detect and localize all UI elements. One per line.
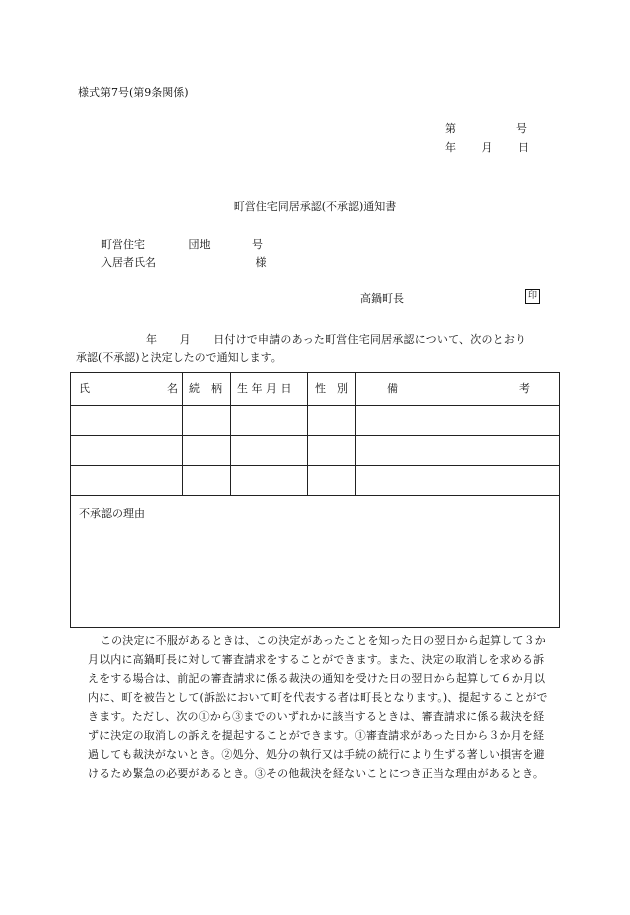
table-row [71,405,559,436]
header-relation: 続 柄 [189,382,222,395]
form-number: 様式第7号(第9条関係) [78,86,189,99]
document-number-suffix: 号 [516,122,527,135]
housing-number: 号 [252,238,263,251]
appeal-notice [88,631,554,783]
rejection-reason-label: 不承認の理由 [79,507,145,520]
column-divider [182,373,183,495]
housing-label: 町営住宅 [101,238,145,251]
date-month: 月 [481,141,493,154]
header-birthdate: 生 年 月 日 [237,382,292,395]
table-row [71,435,559,466]
header-remarks-left: 備 [387,382,398,395]
date-day: 日 [518,141,529,154]
housing-line [101,238,263,251]
intro-line-1: 年 月 日付けで申請のあった町営住宅同居承認について、次のとおり [146,333,527,346]
table-row [71,465,559,496]
date-year: 年 [445,141,456,154]
appeal-notice-text: この決定に不服があるときは、この決定があったことを知った日の翌日から起算して３か月以内に高鍋町長に対して審査請求をすることができます。また、決定の取消しを求める訴えをする場合は、前記の審査請求に係る裁決の通知を受けた日の翌日から起算して６か月以内に、町を被告として(訴訟において町を代表する者は町長となります。)、提起することができます。ただし、次の①から③までのいずれかに該当するときは、審査請求に係る裁決を経ずに決定の取消しの訴えを提起することができます。①審査請求があった日から３か月を経過しても裁決がないとき。②処分、処分の執行又は手続の続行により生ずる著しい損害を避けるため緊急の必要があるとき。③その他裁決を経ないことにつき正当な理由があるとき。 [88,634,548,780]
header-name-right: 名 [167,382,178,395]
resident-label: 入居者氏名 [101,256,156,269]
resident-line [101,256,267,269]
header-name-left: 氏 [79,382,90,395]
document-title: 町営住宅同居承認(不承認)通知書 [233,200,397,213]
column-divider [355,373,356,495]
seal-mark: 印 [525,289,540,304]
intro-line-2: 承認(不承認)と決定したので通知します。 [76,351,282,364]
issue-date [445,141,529,154]
housing-complex: 団地 [188,238,211,251]
cohabitant-table [70,372,560,628]
column-divider [307,373,308,495]
header-remarks-right: 考 [519,382,530,395]
resident-honorific: 様 [255,256,267,269]
issuer-name: 高鍋町長 [360,292,404,305]
intro-text [76,331,558,367]
column-divider [230,373,231,495]
header-sex: 性 別 [315,382,348,395]
document-number-label: 第 [445,122,456,135]
